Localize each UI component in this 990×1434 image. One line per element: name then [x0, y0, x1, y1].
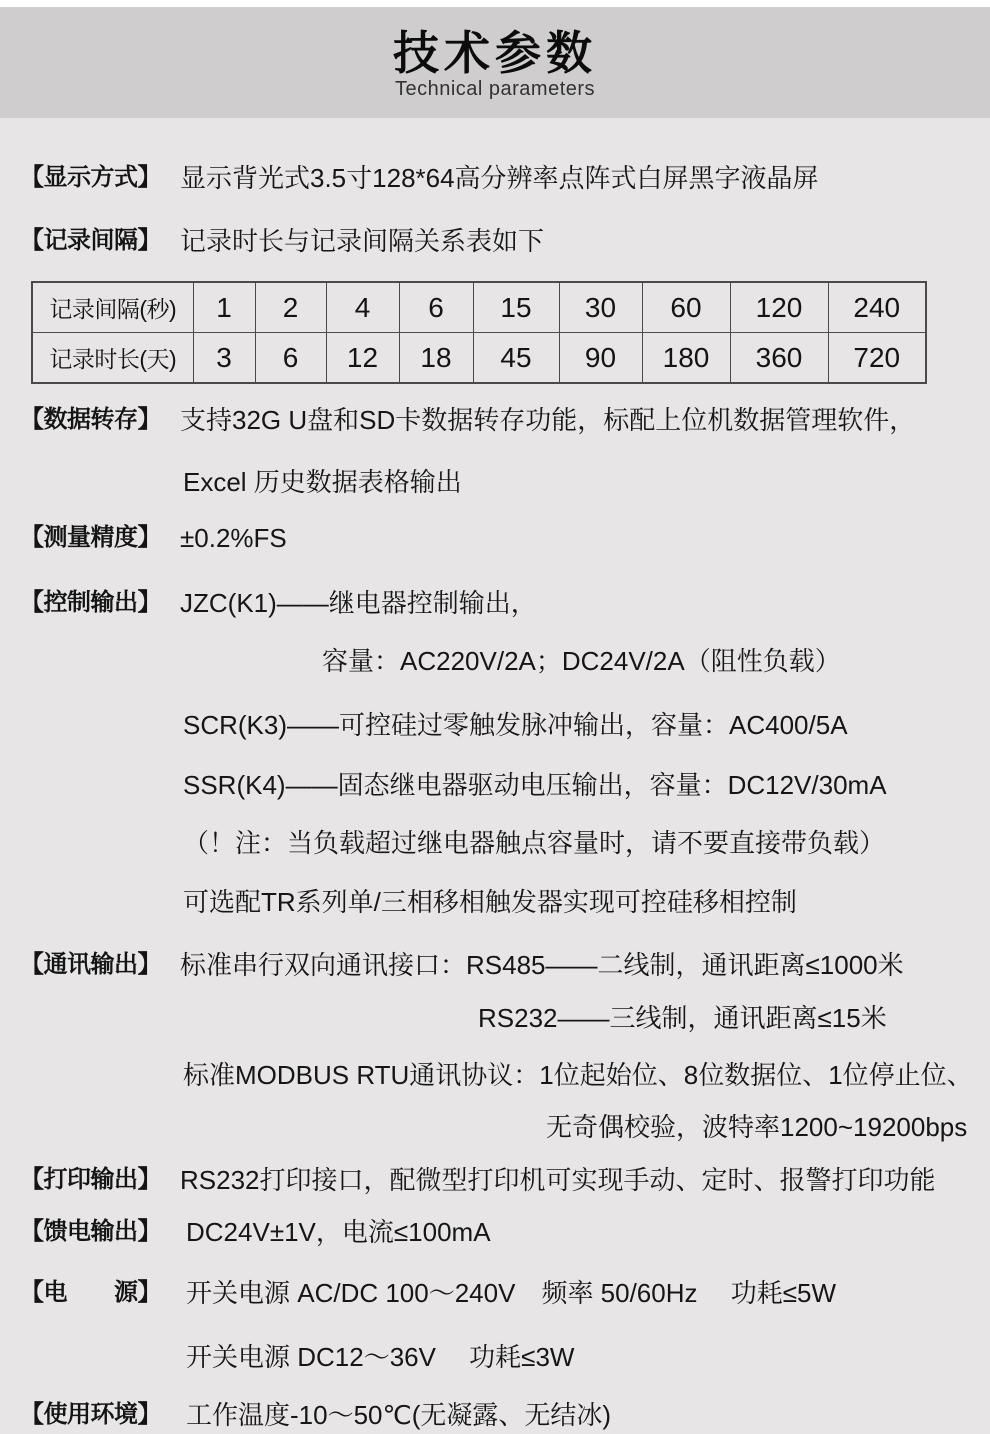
spec-text-control-jzc: JZC(K1)——继电器控制输出， [180, 588, 537, 618]
table-cell: 6 [399, 282, 473, 333]
table-cell: 240 [828, 282, 926, 333]
spec-text-accuracy: ±0.2%FS [180, 523, 287, 553]
spec-line-power-dc [0, 1342, 990, 1374]
spec-line-comm-rs232 [0, 1003, 990, 1035]
spec-text-control-scr: SCR(K3)——可控硅过零触发脉冲输出，容量：AC400/5A [183, 710, 848, 740]
table-cell: 90 [559, 333, 642, 384]
spec-line-accuracy [0, 523, 990, 555]
spec-line-environment [0, 1400, 990, 1432]
page-title: 技术参数 [393, 27, 597, 79]
table-row-duration [32, 333, 926, 384]
spec-text-data-transfer-cont: Excel 历史数据表格输出 [183, 467, 462, 497]
spec-text-data-transfer: 支持32G U盘和SD卡数据转存功能，标配上位机数据管理软件， [180, 405, 916, 435]
spec-line-comm-baud [0, 1112, 990, 1144]
spec-text-power-dc: 开关电源 DC12～36V 功耗≤3W [186, 1342, 575, 1372]
spec-line-power-ac [0, 1278, 990, 1310]
spec-label-data-transfer: 【数据转存】 [20, 406, 161, 433]
spec-line-display-mode [0, 163, 990, 195]
table-cell: 12 [326, 333, 399, 384]
spec-text-record-interval: 记录时长与记录间隔关系表如下 [180, 226, 545, 256]
spec-text-display-mode: 显示背光式3.5寸128*64高分辨率点阵式白屏黑字液晶屏 [180, 163, 819, 193]
spec-text-print-output: RS232打印接口，配微型打印机可实现手动、定时、报警打印功能 [180, 1165, 936, 1195]
spec-line-control-note [0, 828, 990, 860]
table-cell: 18 [399, 333, 473, 384]
spec-text-control-note: （！注：当负载超过继电器触点容量时，请不要直接带负载） [183, 828, 886, 858]
table-cell: 45 [473, 333, 559, 384]
spec-text-power-ac: 开关电源 AC/DC 100～240V 频率 50/60Hz 功耗≤5W [186, 1278, 837, 1308]
table-cell: 30 [559, 282, 642, 333]
spec-text-comm-rs232: RS232——三线制，通讯距离≤15米 [478, 1003, 887, 1033]
page-header [0, 7, 990, 118]
table-cell: 60 [642, 282, 730, 333]
spec-line-record-interval [0, 226, 990, 258]
table-row-header: 记录时长(天) [32, 333, 193, 384]
spec-label-environment: 【使用环境】 [20, 1401, 161, 1428]
table-cell: 3 [193, 333, 255, 384]
spec-line-control-capacity [0, 646, 990, 678]
spec-label-record-interval: 【记录间隔】 [20, 227, 161, 254]
table-cell: 6 [255, 333, 326, 384]
spec-label-print-output: 【打印输出】 [20, 1166, 161, 1193]
spec-label-power: 【电 源】 [20, 1279, 161, 1306]
spec-text-comm-rs485: 标准串行双向通讯接口：RS485——二线制，通讯距离≤1000米 [180, 950, 904, 980]
spec-line-feed-output [0, 1217, 990, 1249]
spec-text-feed-output: DC24V±1V，电流≤100mA [186, 1217, 491, 1247]
spec-line-control-ssr [0, 770, 990, 802]
spec-label-comm-output: 【通讯输出】 [20, 951, 161, 978]
table-cell: 180 [642, 333, 730, 384]
spec-text-environment: 工作温度-10～50℃(无凝露、无结冰) [186, 1400, 612, 1430]
table-cell: 720 [828, 333, 926, 384]
spec-label-feed-output: 【馈电输出】 [20, 1218, 161, 1245]
page-subtitle: Technical parameters [394, 78, 596, 100]
spec-label-display-mode: 【显示方式】 [20, 164, 161, 191]
spec-label-accuracy: 【测量精度】 [20, 524, 161, 551]
top-white-strip [0, 0, 990, 7]
spec-line-control-output [0, 588, 990, 620]
spec-text-control-capacity: 容量：AC220V/2A；DC24V/2A（阻性负载） [322, 646, 841, 676]
spec-text-control-ssr: SSR(K4)——固态继电器驱动电压输出，容量：DC12V/30mA [183, 770, 887, 800]
spec-line-data-transfer-cont [0, 467, 990, 499]
spec-text-control-tr-option: 可选配TR系列单/三相移相触发器实现可控硅移相控制 [183, 887, 797, 917]
table-row-header: 记录间隔(秒) [32, 282, 193, 333]
spec-line-print-output [0, 1165, 990, 1197]
record-interval-table [31, 281, 927, 384]
spec-line-comm-rs485 [0, 950, 990, 982]
spec-line-comm-modbus [0, 1060, 990, 1092]
spec-line-data-transfer [0, 405, 990, 437]
table-cell: 360 [730, 333, 828, 384]
table-row-interval [32, 282, 926, 333]
table-cell: 2 [255, 282, 326, 333]
spec-label-control-output: 【控制输出】 [20, 589, 161, 616]
table-cell: 15 [473, 282, 559, 333]
spec-text-comm-modbus: 标准MODBUS RTU通讯协议：1位起始位、8位数据位、1位停止位、 [183, 1060, 973, 1090]
table-cell: 4 [326, 282, 399, 333]
spec-line-control-scr [0, 710, 990, 742]
table-cell: 1 [193, 282, 255, 333]
spec-text-comm-baud: 无奇偶校验，波特率1200~19200bps [546, 1112, 968, 1142]
table-cell: 120 [730, 282, 828, 333]
spec-line-control-tr-option [0, 887, 990, 919]
